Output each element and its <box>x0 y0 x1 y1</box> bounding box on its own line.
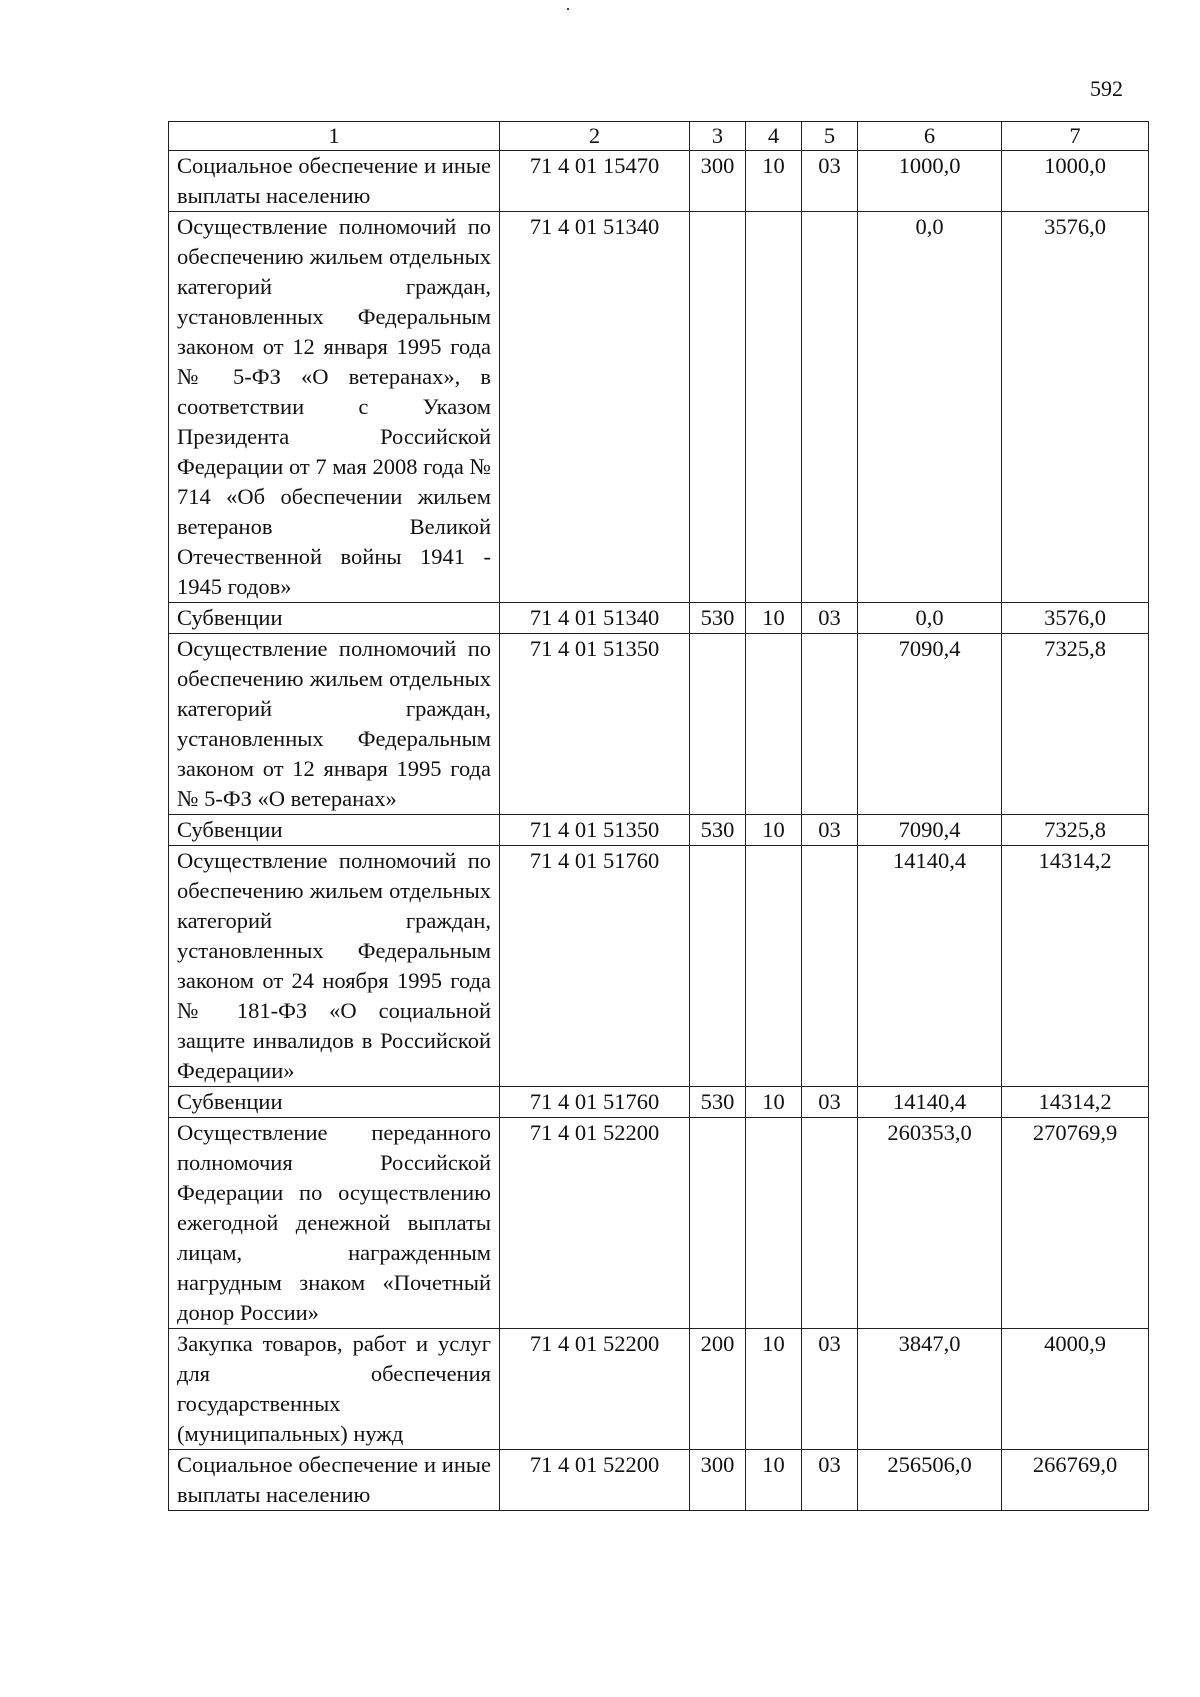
row-amount-2-cell: 266769,0 <box>1002 1450 1149 1511</box>
row-name-cell: Осуществление полномочий по обеспечению жильем отдельных категорий граждан, установленных Федеральным законом от 24 ноября 1995 года № 181-ФЗ «О социальной защите инвалидов в Российской Федерации» <box>169 846 500 1087</box>
row-type-cell: 530 <box>690 1087 746 1118</box>
table-row <box>169 1329 1149 1450</box>
row-amount-2-cell: 3576,0 <box>1002 603 1149 634</box>
row-type-cell <box>690 1118 746 1329</box>
row-section-cell: 10 <box>746 603 802 634</box>
col-header-4: 4 <box>746 122 802 151</box>
row-amount-1-cell: 3847,0 <box>858 1329 1002 1450</box>
col-header-5: 5 <box>802 122 858 151</box>
table-row <box>169 603 1149 634</box>
row-amount-1-cell: 256506,0 <box>858 1450 1002 1511</box>
row-section-cell: 10 <box>746 1087 802 1118</box>
col-header-2: 2 <box>500 122 690 151</box>
row-subsection-cell <box>802 846 858 1087</box>
row-subsection-cell <box>802 212 858 603</box>
row-type-cell: 530 <box>690 603 746 634</box>
table-row <box>169 815 1149 846</box>
row-type-cell: 200 <box>690 1329 746 1450</box>
row-code-cell: 71 4 01 51340 <box>500 603 690 634</box>
row-amount-1-cell: 7090,4 <box>858 634 1002 815</box>
table-row <box>169 634 1149 815</box>
row-name-cell: Субвенции <box>169 815 500 846</box>
row-name-cell: Субвенции <box>169 603 500 634</box>
row-name-cell: Осуществление полномочий по обеспечению жильем отдельных категорий граждан, установленных Федеральным законом от 12 января 1995 года № 5-ФЗ «О ветеранах» <box>169 634 500 815</box>
row-amount-1-cell: 260353,0 <box>858 1118 1002 1329</box>
row-subsection-cell: 03 <box>802 1087 858 1118</box>
row-amount-2-cell: 3576,0 <box>1002 212 1149 603</box>
row-code-cell: 71 4 01 51350 <box>500 815 690 846</box>
row-subsection-cell <box>802 1118 858 1329</box>
row-amount-2-cell: 270769,9 <box>1002 1118 1149 1329</box>
table-row <box>169 151 1149 212</box>
row-code-cell: 71 4 01 51350 <box>500 634 690 815</box>
row-section-cell: 10 <box>746 815 802 846</box>
row-amount-2-cell: 14314,2 <box>1002 1087 1149 1118</box>
row-amount-2-cell: 1000,0 <box>1002 151 1149 212</box>
row-subsection-cell <box>802 634 858 815</box>
budget-table <box>168 121 1149 1511</box>
row-type-cell <box>690 846 746 1087</box>
row-code-cell: 71 4 01 52200 <box>500 1329 690 1450</box>
row-section-cell: 10 <box>746 151 802 212</box>
row-subsection-cell: 03 <box>802 815 858 846</box>
row-amount-1-cell: 1000,0 <box>858 151 1002 212</box>
row-amount-2-cell: 7325,8 <box>1002 634 1149 815</box>
row-section-cell: 10 <box>746 1329 802 1450</box>
table-row <box>169 1450 1149 1511</box>
row-amount-1-cell: 14140,4 <box>858 1087 1002 1118</box>
row-subsection-cell: 03 <box>802 151 858 212</box>
header-row <box>169 122 1149 151</box>
row-code-cell: 71 4 01 52200 <box>500 1118 690 1329</box>
row-subsection-cell: 03 <box>802 1329 858 1450</box>
row-type-cell: 530 <box>690 815 746 846</box>
row-amount-1-cell: 14140,4 <box>858 846 1002 1087</box>
col-header-1: 1 <box>169 122 500 151</box>
row-section-cell: 10 <box>746 1450 802 1511</box>
row-type-cell <box>690 212 746 603</box>
col-header-6: 6 <box>858 122 1002 151</box>
row-subsection-cell: 03 <box>802 603 858 634</box>
page-number: 592 <box>1090 76 1123 101</box>
row-section-cell <box>746 846 802 1087</box>
row-code-cell: 71 4 01 52200 <box>500 1450 690 1511</box>
col-header-7: 7 <box>1002 122 1149 151</box>
row-name-cell: Закупка товаров, работ и услуг для обеспечения государственных (муниципальных) нужд <box>169 1329 500 1450</box>
row-name-cell: Социальное обеспечение и иные выплаты населению <box>169 1450 500 1511</box>
row-amount-1-cell: 7090,4 <box>858 815 1002 846</box>
row-amount-1-cell: 0,0 <box>858 212 1002 603</box>
row-section-cell <box>746 1118 802 1329</box>
row-amount-1-cell: 0,0 <box>858 603 1002 634</box>
row-section-cell <box>746 212 802 603</box>
row-amount-2-cell: 14314,2 <box>1002 846 1149 1087</box>
row-type-cell: 300 <box>690 151 746 212</box>
row-name-cell: Осуществление полномочий по обеспечению жильем отдельных категорий граждан, установленных Федеральным законом от 12 января 1995 года № 5-ФЗ «О ветеранах», в соответствии с Указом Президента Российской Федерации от 7 мая 2008 года № 714 «Об обеспечении жильем ветеранов Великой Отечественной войны 1941 - 1945 годов» <box>169 212 500 603</box>
row-subsection-cell: 03 <box>802 1450 858 1511</box>
row-amount-2-cell: 4000,9 <box>1002 1329 1149 1450</box>
row-name-cell: Субвенции <box>169 1087 500 1118</box>
row-code-cell: 71 4 01 15470 <box>500 151 690 212</box>
row-type-cell <box>690 634 746 815</box>
row-section-cell <box>746 634 802 815</box>
table-row <box>169 1118 1149 1329</box>
row-name-cell: Социальное обеспечение и иные выплаты населению <box>169 151 500 212</box>
table-row <box>169 846 1149 1087</box>
table-body <box>169 151 1149 1511</box>
row-code-cell: 71 4 01 51340 <box>500 212 690 603</box>
row-code-cell: 71 4 01 51760 <box>500 1087 690 1118</box>
row-code-cell: 71 4 01 51760 <box>500 846 690 1087</box>
table-row <box>169 1087 1149 1118</box>
row-amount-2-cell: 7325,8 <box>1002 815 1149 846</box>
row-type-cell: 300 <box>690 1450 746 1511</box>
row-name-cell: Осуществление переданного полномочия Российской Федерации по осуществлению ежегодной денежной выплаты лицам, награжденным нагрудным знаком «Почетный донор России» <box>169 1118 500 1329</box>
col-header-3: 3 <box>690 122 746 151</box>
scan-speck <box>567 8 569 10</box>
table-row <box>169 212 1149 603</box>
